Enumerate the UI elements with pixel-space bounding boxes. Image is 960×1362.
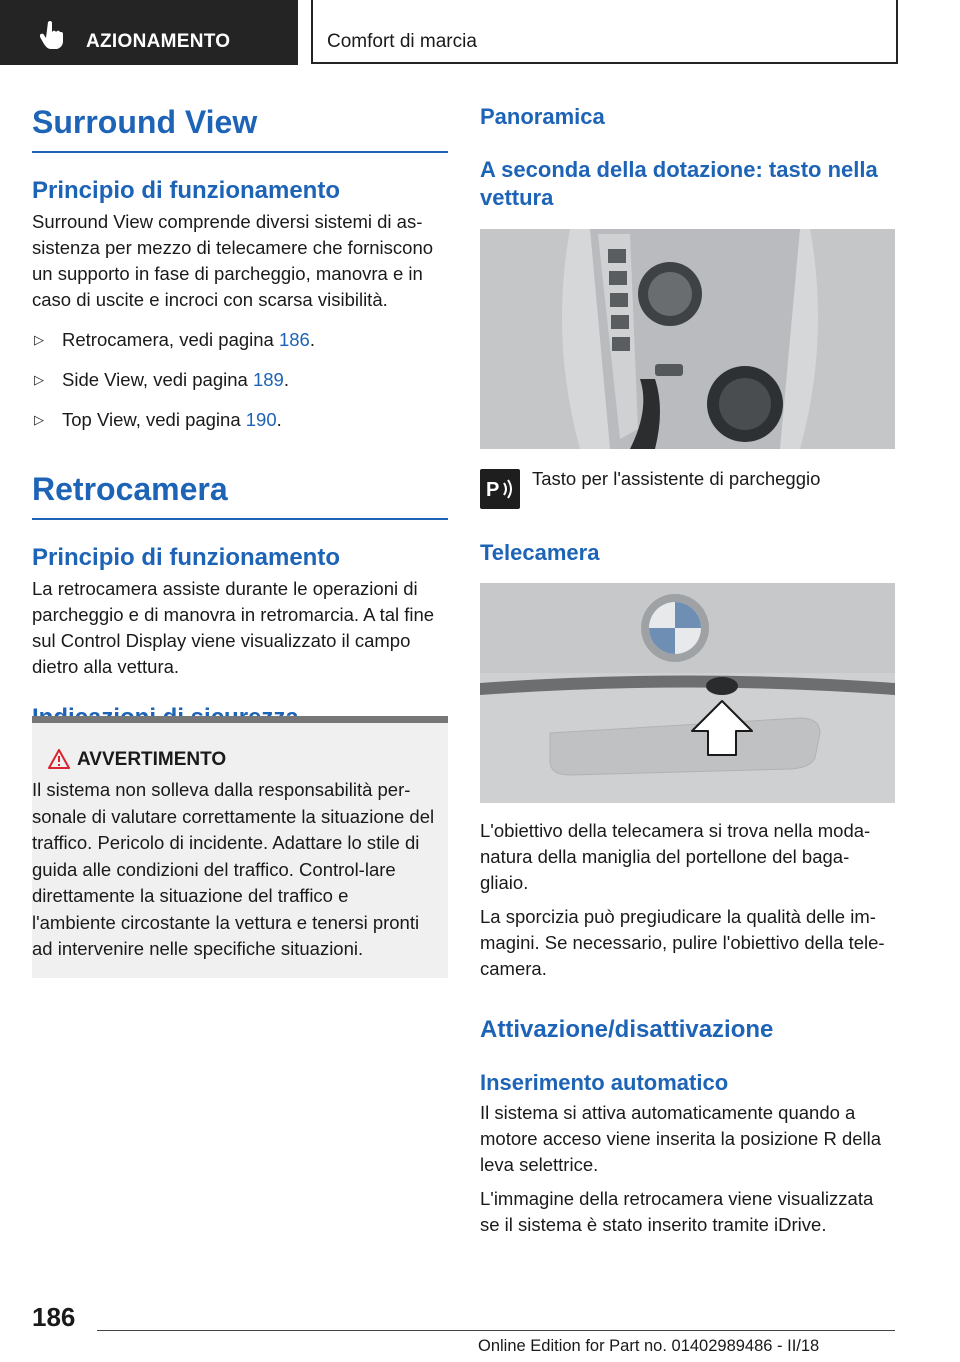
- button-caption: Tasto per l'assistente di parcheggio: [532, 468, 821, 489]
- page-link[interactable]: 189: [252, 369, 284, 390]
- left-column: [32, 104, 448, 732]
- camera-text-1: L'obiettivo della telecamera si trova nella moda-natura della maniglia del portellone del baga-gliaio.: [480, 820, 871, 893]
- triangle-right-icon: ▷: [34, 332, 44, 347]
- section-label: AZIONAMENTO: [86, 31, 231, 52]
- triangle-right-icon: ▷: [34, 412, 44, 427]
- page-number: 186: [32, 1302, 76, 1332]
- sv-principle-heading: Principio di funzionamento: [32, 177, 340, 204]
- page-link[interactable]: 186: [278, 329, 310, 350]
- auto-heading: Inserimento automatico: [480, 1070, 729, 1095]
- list-item: ▷ Top View, vedi pagina 190.: [32, 407, 448, 433]
- rc-principle-text: La retrocamera assiste durante le operazioni di parcheggio e di manovra in retromarcia. A tal fine sul Control Display viene visualizzato il campo dietro alla vettura.: [32, 578, 435, 677]
- activation-heading: Attivazione/disattivazione: [480, 1016, 774, 1043]
- triangle-right-icon: ▷: [34, 372, 44, 387]
- chapter-label: Comfort di marcia: [327, 31, 477, 52]
- footer-rule: [97, 1330, 895, 1331]
- warning-box: [32, 716, 448, 978]
- camera-heading: Telecamera: [480, 540, 600, 565]
- button-heading: A seconda della dotazione: tasto nella vettura: [480, 157, 878, 210]
- camera-photo: [480, 583, 895, 803]
- camera-text-2: La sporcizia può pregiudicare la qualità delle im-magini. Se necessario, pulire l'obiettivo della tele-camera.: [480, 906, 885, 979]
- chapter-tab: [311, 0, 898, 64]
- list-item: ▷ Retrocamera, vedi pagina 186.: [32, 327, 448, 353]
- right-column-lower: [480, 818, 895, 1238]
- title-rule: [32, 518, 448, 520]
- svg-text:P: P: [486, 479, 500, 501]
- overview-heading: Panoramica: [480, 104, 605, 129]
- warning-title: AVVERTIMENTO: [77, 749, 227, 770]
- warning-text: Il sistema non solleva dalla responsabilità per-sonale di valutare correttamente la situazione del traffico. Pericolo di incidente. Adattare lo stile di guida alle condizioni del traffico. Control-lare direttamente la situazione del traffico e l'ambiente circostante la vettura e tenersi pronti ad intervenire nelle specifiche situazioni.: [32, 779, 435, 959]
- bullet-list: [32, 327, 448, 433]
- parking-assist-icon: [480, 469, 520, 509]
- auto-text-1: Il sistema si attiva automaticamente quando a motore acceso viene inserita la posizione R della leva selettrice.: [480, 1102, 882, 1175]
- retrocamera-title: Retrocamera: [32, 471, 228, 507]
- page-link[interactable]: 190: [245, 409, 277, 430]
- surround-view-title: Surround View: [32, 104, 258, 140]
- list-item: ▷ Side View, vedi pagina 189.: [32, 367, 448, 393]
- right-column: [480, 104, 895, 212]
- title-rule: [32, 151, 448, 153]
- edition-text: Online Edition for Part no. 01402989486 - II/18: [478, 1337, 820, 1355]
- rc-principle-heading: Principio di funzionamento: [32, 544, 340, 571]
- console-photo: [480, 229, 895, 449]
- auto-text-2: L'immagine della retrocamera viene visualizzata se il sistema è stato inserito tramite iDrive.: [480, 1188, 874, 1235]
- sv-principle-text: Surround View comprende diversi sistemi di as-sistenza per mezzo di telecamere che forniscono un supporto in fase di parcheggio, manovra e in caso di uscite e incroci con scarsa visibilità.: [32, 211, 434, 310]
- section-tab: [0, 0, 298, 65]
- hand-pointer-icon: [40, 20, 66, 55]
- warning-triangle-icon: [48, 749, 70, 774]
